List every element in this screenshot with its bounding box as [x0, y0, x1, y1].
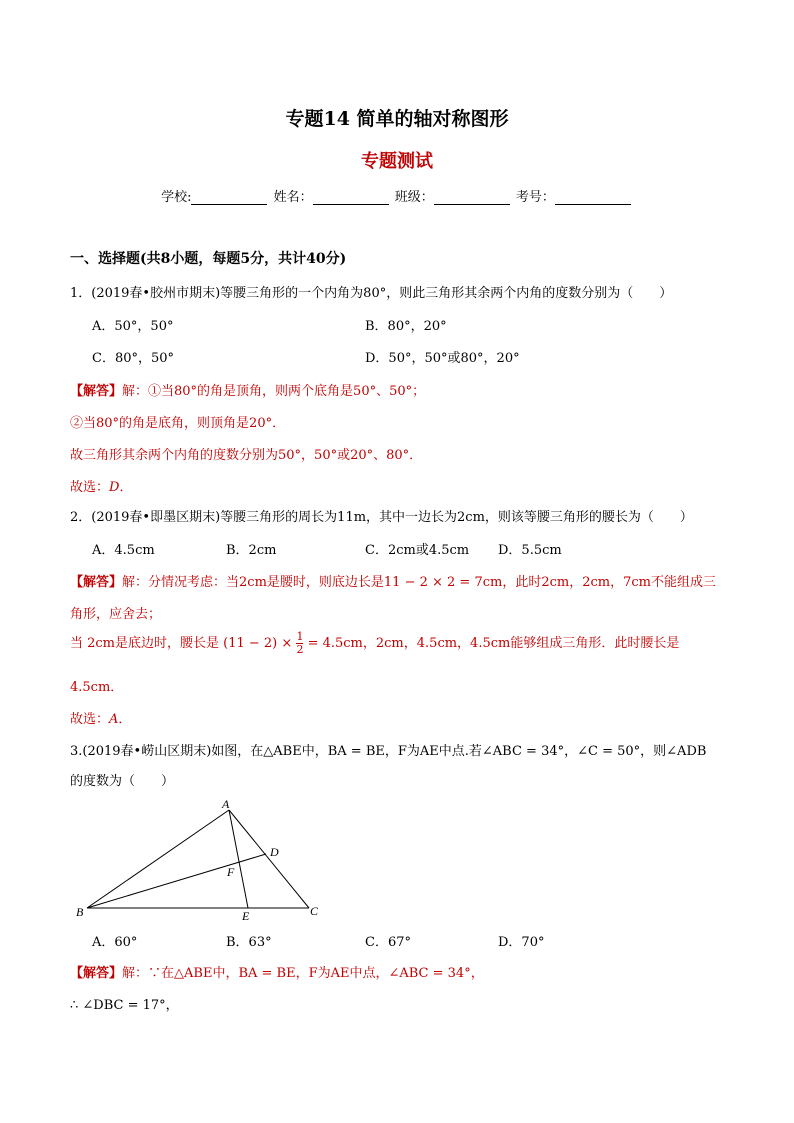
q2-choice-prefix: 故选：: [70, 712, 110, 727]
student-info-line: [0, 186, 794, 205]
answer-tag: 【解答】: [70, 966, 123, 981]
name-blank: [313, 192, 389, 205]
label-d: D: [270, 845, 279, 859]
q1-choice-prefix: 故选：: [70, 480, 110, 495]
q2-answer-text: 解：分情况考虑：当2cm是腰时，则底边长是11 − 2 × 2 = 7cm，此时2cm，2cm，7cm不能组成三: [122, 575, 716, 590]
segment-ae: [229, 810, 248, 908]
q1-answer-text: 解：①当80°的角是顶角，则两个底角是50°、50°；: [122, 384, 426, 399]
q1-answer-line1: [70, 380, 425, 399]
q2-answer-line3-a: 当 2cm是底边时，腰长是 (11 − 2) ×: [70, 636, 293, 651]
q2-choice: [70, 708, 131, 727]
label-a: A: [222, 798, 230, 811]
page-subtitle: 专题测试: [361, 151, 433, 172]
q1-option-d: D．50°，50°或80°，20°: [365, 351, 520, 366]
class-blank: [434, 192, 510, 205]
q1-choice-value: D: [109, 480, 120, 495]
q2-answer-line3: [70, 631, 679, 656]
q3-stem-line1: 3.(2019春•崂山区期末)如图，在△ABE中，BA = BE，F为AE中点.若∠ABC = 34°，∠C = 50°，则∠ADB: [70, 744, 707, 759]
q3-stem-line2: 的度数为（ ）: [70, 774, 175, 789]
q3-option-a: A．60°: [92, 935, 138, 950]
q1-option-c: C．80°，50°: [92, 351, 175, 366]
q2-choice-suffix: ．: [118, 712, 132, 727]
q1-answer-line3: 故三角形其余两个内角的度数分别为50°，50°或20°、80°．: [70, 448, 423, 463]
triangle-figure: [72, 798, 332, 922]
class-label: 班级：: [394, 190, 434, 205]
q2-option-a: A．4.5cm: [92, 543, 155, 558]
q1-answer-line2: ②当80°的角是底角，则顶角是20°．: [70, 416, 286, 431]
q2-option-b: B．2cm: [226, 543, 277, 558]
q2-choice-value: A: [109, 712, 119, 727]
label-f: F: [227, 865, 235, 879]
answer-tag: 【解答】: [70, 575, 123, 590]
q1-option-a: A．50°，50°: [92, 319, 174, 334]
q3-option-c: C．67°: [365, 935, 411, 950]
page-title: 专题14 简单的轴对称图形: [285, 108, 509, 130]
segment-bd: [87, 854, 266, 908]
answer-tag: 【解答】: [70, 384, 123, 399]
name-label: 姓名：: [273, 190, 313, 205]
segment-ac: [229, 810, 309, 908]
q2-stem: 2．(2019春•即墨区期末)等腰三角形的周长为11m，其中一边长为2cm，则该等腰三角形的腰长为（ ）: [70, 510, 693, 525]
school-label: 学校:: [161, 190, 192, 205]
q2-option-c: C．2cm或4.5cm: [365, 543, 470, 558]
exam-no-blank: [555, 192, 631, 205]
q3-answer-text: 解：∵在△ABE中，BA = BE，F为AE中点，∠ABC = 34°，: [122, 966, 484, 981]
q3-answer-line2: ∴ ∠DBC = 17°，: [70, 998, 179, 1013]
q1-choice: [70, 476, 132, 495]
label-e: E: [242, 909, 250, 922]
q3-option-b: B．63°: [226, 935, 272, 950]
q2-answer-line3-b: = 4.5cm，2cm，4.5cm，4.5cm能够组成三角形．此时腰长是: [307, 636, 680, 651]
exam-no-label: 考号：: [515, 190, 555, 205]
q2-answer-line2: 角形，应舍去；: [70, 607, 162, 622]
q3-answer-line1: [70, 962, 484, 981]
q1-option-b: B．80°，20°: [365, 319, 447, 334]
q1-stem: 1．(2019春•胶州市期末)等腰三角形的一个内角为80°，则此三角形其余两个内角的度数分别为（ ）: [70, 286, 673, 301]
q3-option-d: D．70°: [498, 935, 545, 950]
fraction-denominator: 2: [296, 643, 304, 656]
q1-choice-suffix: ．: [119, 480, 133, 495]
fraction-one-half: [296, 631, 303, 656]
q2-answer-line4: 4.5cm．: [70, 680, 124, 695]
q2-answer-line1: [70, 571, 716, 590]
school-blank: [191, 192, 267, 205]
q2-option-d: D．5.5cm: [498, 543, 562, 558]
fraction-numerator: 1: [296, 630, 304, 643]
label-b: B: [76, 905, 84, 919]
label-c: C: [310, 904, 319, 918]
segment-ba: [87, 810, 229, 908]
section-heading: 一、选择题(共8小题，每题5分，共计40分): [70, 251, 347, 267]
